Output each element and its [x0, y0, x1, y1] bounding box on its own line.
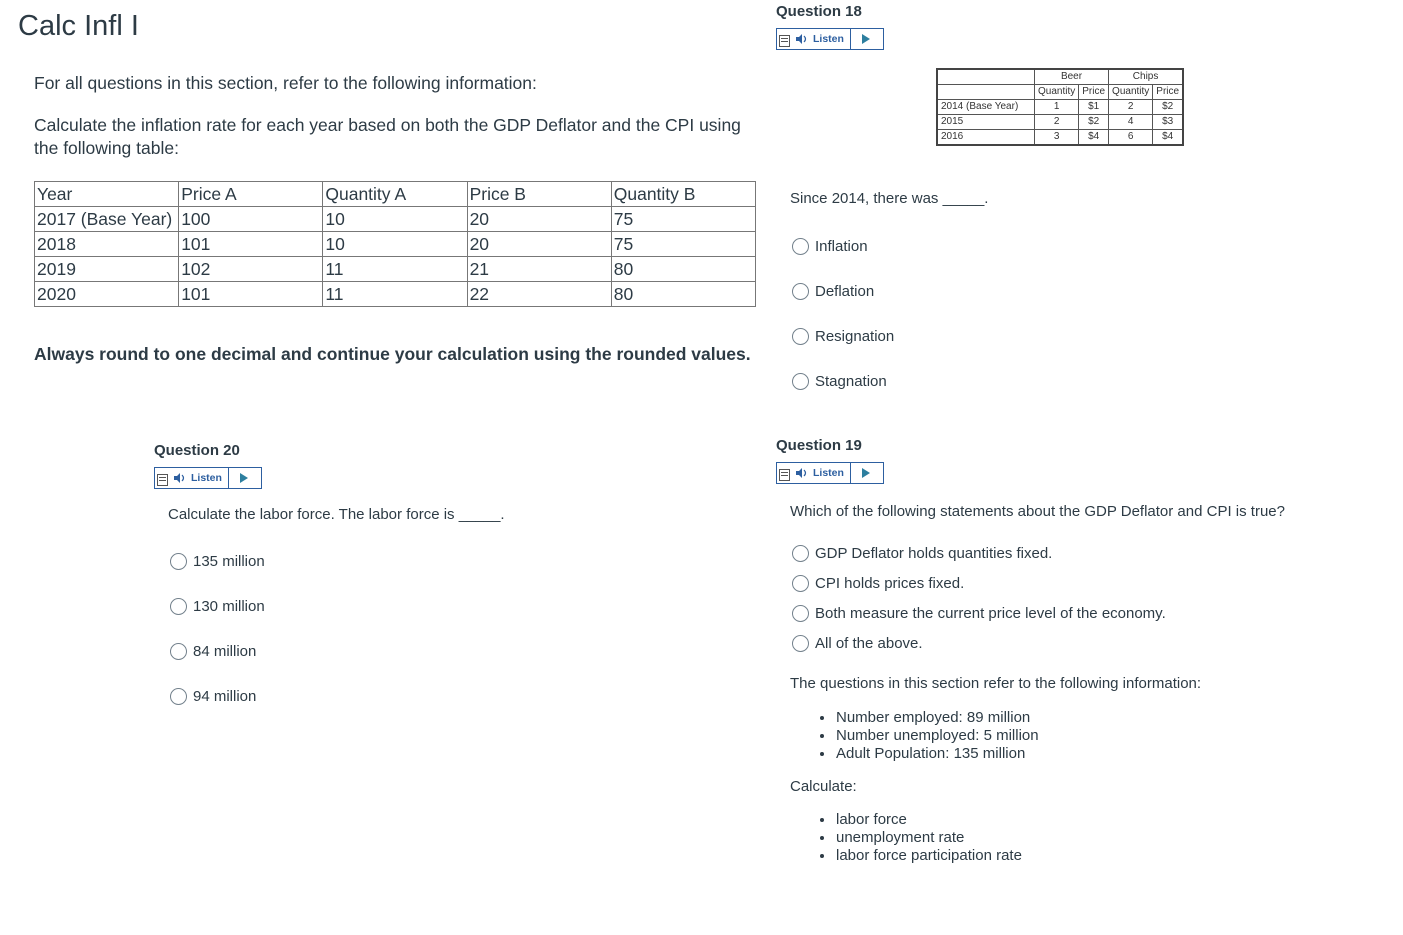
- table-cell: 2018: [35, 232, 179, 257]
- table-row: [35, 232, 756, 257]
- q19-option-3[interactable]: [792, 605, 1166, 622]
- table-cell: 2016: [937, 130, 1035, 146]
- option-label: 135 million: [193, 553, 265, 570]
- q18-option-stagnation[interactable]: [792, 373, 887, 390]
- list-item: • unemployment rate: [835, 829, 1022, 847]
- table-subheader-cell: Price: [1079, 85, 1109, 100]
- menu-icon: [779, 469, 790, 481]
- option-label: Resignation: [815, 328, 895, 345]
- intro-line-1: For all questions in this section, refer to the following information:: [34, 73, 537, 93]
- table-cell: 2015: [937, 115, 1035, 130]
- radio-button[interactable]: [170, 598, 187, 615]
- q19-listen-widget: [776, 462, 884, 484]
- menu-icon: [779, 35, 790, 47]
- table-cell: 11: [323, 257, 467, 282]
- question-19-title: Question 19: [776, 437, 862, 454]
- radio-button[interactable]: [170, 688, 187, 705]
- table-cell: 10: [323, 232, 467, 257]
- table-cell: 75: [611, 207, 755, 232]
- q19-option-2[interactable]: [792, 575, 964, 592]
- radio-button[interactable]: [792, 238, 809, 255]
- rounding-note: Always round to one decimal and continue your calculation using the rounded values.: [34, 344, 751, 364]
- table-subheader-cell: Quantity: [1035, 85, 1079, 100]
- table-cell: 22: [467, 282, 611, 307]
- table-cell: 20: [467, 232, 611, 257]
- option-label: 84 million: [193, 643, 257, 660]
- beer-chips-table: [936, 68, 1184, 146]
- calculate-label: Calculate:: [790, 778, 857, 795]
- list-item: • labor force participation rate: [835, 847, 1022, 865]
- question-20-title: Question 20: [154, 442, 240, 459]
- radio-button[interactable]: [792, 328, 809, 345]
- info-list: [790, 709, 1039, 763]
- table-cell: $4: [1153, 130, 1183, 146]
- option-label: All of the above.: [815, 635, 923, 652]
- table-cell: 20: [467, 207, 611, 232]
- page-title: Calc Infl I: [18, 10, 139, 42]
- speaker-icon: [173, 473, 187, 483]
- table-cell: 2: [1109, 100, 1153, 115]
- table-subheader-cell: Quantity: [1109, 85, 1153, 100]
- table-cell: $1: [1079, 100, 1109, 115]
- table-cell: 100: [179, 207, 323, 232]
- q19-option-4[interactable]: [792, 635, 923, 652]
- table-row: [35, 282, 756, 307]
- table-corner-cell: [937, 85, 1035, 100]
- option-label: Inflation: [815, 238, 868, 255]
- option-label: CPI holds prices fixed.: [815, 575, 965, 592]
- radio-button[interactable]: [792, 635, 809, 652]
- table-row: [35, 257, 756, 282]
- q18-option-resignation[interactable]: [792, 328, 894, 345]
- option-label: 130 million: [193, 598, 265, 615]
- q19-prompt: Which of the following statements about the GDP Deflator and CPI is true?: [790, 503, 1285, 520]
- list-item: • Number unemployed: 5 million: [835, 727, 1039, 745]
- radio-button[interactable]: [792, 373, 809, 390]
- option-label: 94 million: [193, 688, 257, 705]
- q20-option-94-million[interactable]: [170, 688, 256, 705]
- table-group-header: Chips: [1109, 69, 1184, 85]
- table-group-header: Beer: [1035, 69, 1109, 85]
- table-cell: 80: [611, 282, 755, 307]
- q19-option-1[interactable]: [792, 545, 1052, 562]
- table-cell: 21: [467, 257, 611, 282]
- list-item: • labor force: [835, 811, 1022, 829]
- q18-listen-widget: [776, 28, 884, 50]
- table-row: [35, 207, 756, 232]
- table-cell: $4: [1079, 130, 1109, 146]
- table-header-row: [35, 182, 756, 207]
- q18-play-button[interactable]: [851, 29, 881, 49]
- table-cell: 10: [323, 207, 467, 232]
- q20-play-button[interactable]: [229, 468, 259, 488]
- calc-list: [790, 811, 1022, 865]
- q20-option-135-million[interactable]: [170, 553, 265, 570]
- speaker-icon: [795, 34, 809, 44]
- q18-option-deflation[interactable]: [792, 283, 874, 300]
- table-cell: 2: [1035, 115, 1079, 130]
- q20-option-84-million[interactable]: [170, 643, 256, 660]
- table-cell: $2: [1153, 100, 1183, 115]
- radio-button[interactable]: [792, 605, 809, 622]
- section-intro: [34, 72, 754, 179]
- price-quantity-table: [34, 181, 756, 307]
- table-cell: 102: [179, 257, 323, 282]
- listen-label: Listen: [813, 467, 844, 479]
- speaker-icon: [795, 468, 809, 478]
- q19-play-button[interactable]: [851, 463, 881, 483]
- table-cell: 75: [611, 232, 755, 257]
- table-header-cell: Quantity A: [323, 182, 467, 207]
- radio-button[interactable]: [792, 545, 809, 562]
- option-label: GDP Deflator holds quantities fixed.: [815, 545, 1053, 562]
- table-cell: 6: [1109, 130, 1153, 146]
- q19-listen-button[interactable]: [777, 463, 851, 483]
- question-18-title: Question 18: [776, 3, 862, 20]
- radio-button[interactable]: [792, 283, 809, 300]
- menu-icon: [157, 474, 168, 486]
- list-item: • Adult Population: 135 million: [835, 745, 1039, 763]
- radio-button[interactable]: [170, 643, 187, 660]
- table-header-cell: Price A: [179, 182, 323, 207]
- option-label: Stagnation: [815, 373, 887, 390]
- q20-listen-widget: [154, 467, 262, 489]
- table-header-cell: Year: [35, 182, 179, 207]
- listen-label: Listen: [191, 472, 222, 484]
- table-cell: $3: [1153, 115, 1183, 130]
- q18-option-inflation[interactable]: [792, 238, 868, 255]
- table-header-row: [937, 69, 1183, 85]
- option-label: Both measure the current price level of the economy.: [815, 605, 1166, 622]
- q20-prompt: Calculate the labor force. The labor force is _____.: [168, 506, 505, 523]
- table-header-cell: Price B: [467, 182, 611, 207]
- table-subheader-cell: Price: [1153, 85, 1183, 100]
- table-cell: 4: [1109, 115, 1153, 130]
- table-cell: 11: [323, 282, 467, 307]
- table-cell: 2020: [35, 282, 179, 307]
- radio-button[interactable]: [792, 575, 809, 592]
- q18-prompt: Since 2014, there was _____.: [790, 190, 989, 207]
- table-cell: 3: [1035, 130, 1079, 146]
- table-cell: 2017 (Base Year): [35, 207, 179, 232]
- table-cell: 101: [179, 232, 323, 257]
- table-subheader-row: [937, 85, 1183, 100]
- table-cell: 2019: [35, 257, 179, 282]
- radio-button[interactable]: [170, 553, 187, 570]
- table-corner-cell: [937, 69, 1035, 85]
- info-list-wrapper: [790, 709, 1039, 763]
- option-label: Deflation: [815, 283, 875, 300]
- table-cell: 1: [1035, 100, 1079, 115]
- q20-option-130-million[interactable]: [170, 598, 265, 615]
- q20-listen-button[interactable]: [155, 468, 229, 488]
- table-cell: $2: [1079, 115, 1109, 130]
- intro-line-2: Calculate the inflation rate for each year based on both the GDP Deflator and the CPI using the following table:: [34, 115, 741, 158]
- table-cell: 2014 (Base Year): [937, 100, 1035, 115]
- info-intro: The questions in this section refer to the following information:: [790, 675, 1202, 692]
- table-row: [937, 100, 1183, 115]
- table-cell: 101: [179, 282, 323, 307]
- table-row: [937, 115, 1183, 130]
- table-cell: 80: [611, 257, 755, 282]
- q18-listen-button[interactable]: [777, 29, 851, 49]
- table-header-cell: Quantity B: [611, 182, 755, 207]
- listen-label: Listen: [813, 33, 844, 45]
- list-item: • Number employed: 89 million: [835, 709, 1039, 727]
- table-row: [937, 130, 1183, 146]
- calc-list-wrapper: [790, 811, 1022, 865]
